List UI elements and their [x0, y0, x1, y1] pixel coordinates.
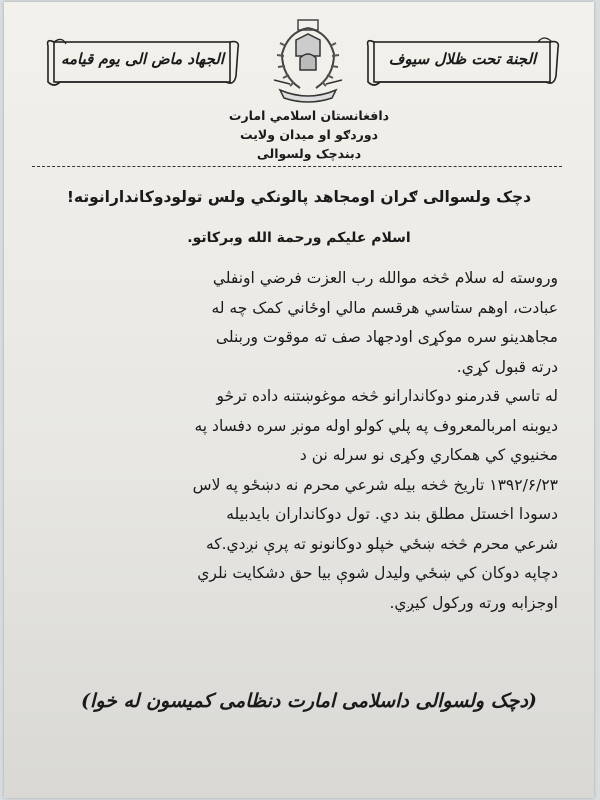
banner-left-text: الجهاد ماض الی یوم قیامه [60, 50, 224, 68]
paragraph-line: دسودا اخستل مطلق بند دي. تول دوکانداران بایدبیله [226, 505, 558, 523]
body-paragraph-2 [30, 382, 558, 618]
paragraph-line: درته قبول کړي. [456, 357, 558, 376]
islamic-emirate-emblem-icon [260, 10, 356, 106]
paragraph-line: دچاپه دوکان کي ښځي ولیدل شوې بیا حق دشکایت نلري [197, 564, 558, 582]
document-headline: دچک ولسوالی ګران اومجاهد پالونکي ولس تولودوکاندارانوته! [66, 188, 532, 206]
paragraph-line: شرعي محرم څخه ښځي خپلو دوکانونو ته پرې نږدي.که [205, 534, 558, 553]
paragraph-line: وروسته له سلام څخه موالله رب العزت فرضي اونفلي [212, 269, 558, 287]
body-paragraph-1 [30, 264, 558, 382]
paragraph-line: ۱۳۹۲/۶/۲۳ تاریخ څخه بیله شرعي محرم نه دښځو په لاس [192, 475, 558, 494]
letterhead-line-country: دافغانستان اسلامي امارت [228, 108, 390, 123]
salutation: اسلام علیکم ورحمة الله وبرکاتو. [187, 230, 411, 246]
signature-line: (دچک ولسوالی داسلامی امارت دنظامی کمیسون له خوا) [81, 690, 537, 712]
document-page [4, 2, 594, 798]
banner-scroll-left [40, 32, 245, 90]
banner-scroll-right [360, 32, 565, 90]
paragraph-line: مجاهدینو سره موکړی اودجهاد صف ته موقوت وربنلی [215, 328, 558, 346]
paragraph-line: له تاسي قدرمنو دوکاندارانو څخه موغوښتنه داده ترڅو [216, 387, 558, 405]
paragraph-line: اوجزابه ورته ورکول کیږي. [389, 593, 558, 612]
letterhead-line-district: دبندچک ولسوالی [256, 146, 362, 161]
letterhead [184, 106, 434, 163]
dashed-divider [32, 166, 562, 167]
banner-right-text: الجنة تحت ظلال سیوف [388, 50, 537, 68]
emblem [260, 10, 356, 106]
paragraph-line: عبادت، اوهم ستاسي هرقسم مالي اوځاني کمک چه له [211, 298, 558, 317]
paragraph-line: مخنیوي کي همکاري وکړی نو سرله نن د [299, 446, 558, 464]
paragraph-line: دیوبنه امربالمعروف په پلي کولو اوله مونږ سره دفساد په [194, 416, 558, 435]
letterhead-line-province: دوردګو او میدان ولایت [239, 127, 379, 142]
